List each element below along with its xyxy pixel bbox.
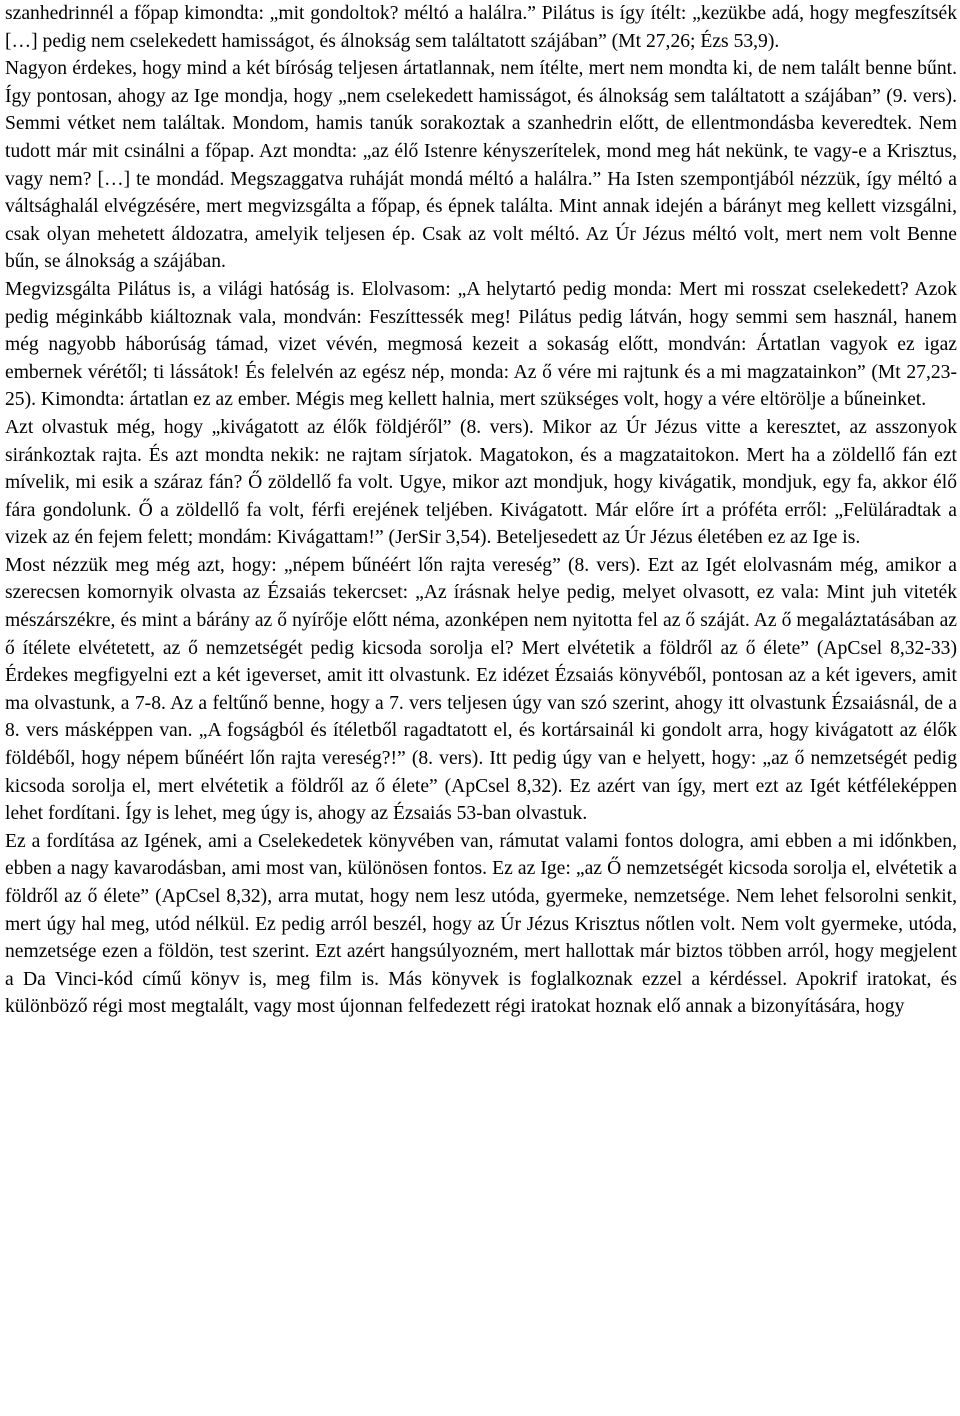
paragraph-3: Megvizsgálta Pilátus is, a világi hatóság is. Elolvasom: „A helytartó pedig monda: Mert mi rosszat cselekedett? Azok pedig méginkább kiáltoznak vala, mondván: Feszíttessék meg! Pilátus pedig látván, hogy semmi sem használ, hanem még nagyobb háborúság támad, vizet vévén, megmosá kezeit a sokaság előtt, mondván: Ártatlan vagyok ez igaz embernek vérétől; ti lássátok! És felelvén az egész nép, monda: Az ő vére mi rajtunk és a mi magzatainkon” (Mt 27,23-25). Kimondta: ártatlan ez az ember. Mégis meg kellett halnia, mert szükséges volt, hogy a vére eltörölje a bűneinket.: [5, 278, 957, 411]
paragraph-2: Nagyon érdekes, hogy mind a két bíróság teljesen ártatlannak, nem ítélte, mert nem mondta ki, de nem talált benne bűnt. Így pontosan, ahogy az Ige mondja, hogy „nem cselekedett hamisságot, és álnokság sem találtatott a szájában” (9. vers). Semmi vétket nem találtak. Mondom, hamis tanúk sorakoztak a szanhedrin előtt, de ellentmondásba keveredtek. Nem tudott már mit csinálni a főpap. Azt mondta: „az élő Istenre kényszerítelek, mond meg hát nekünk, te vagy-e a Krisztus, vagy nem? […] te mondád. Megszaggatva ruháját mondá méltó a halálra.” Ha Isten szempontjából nézzük, így méltó a váltsághalál elvégzésére, mert megvizsgálta a főpap, és épnek találta. Mint annak idején a bárányt meg kellett vizsgálni, csak olyan mehetett áldozatra, amelyik teljesen ép. Csak az volt méltó. Az Úr Jézus méltó volt, mert nem volt Benne bűn, se álnokság a szájában.: [5, 58, 957, 273]
paragraph-4: Azt olvastuk még, hogy „kivágatott az élők földjéről” (8. vers). Mikor az Úr Jézus vitte a keresztet, az asszonyok siránkoztak rajta. És azt mondta nekik: ne rajtam sírjatok. Magatokon, és a magzataitokon. Mert ha a zöldellő fán ezt mívelik, mi esik a száraz fán? Ő zöldellő fa volt. Ugye, mikor azt mondjuk, hogy kivágatik, mondjuk, egy fa, akkor élő fára gondolunk. Ő a zöldellő fa volt, férfi erejének teljében. Kivágatott. Már előre írt a próféta erről: „Felüláradtak a vizek az én fejem felett; mondám: Kivágattam!” (JerSir 3,54). Beteljesedett az Úr Jézus életében ez az Ige is.: [5, 416, 957, 549]
paragraph-6: Ez a fordítása az Igének, ami a Cselekedetek könyvében van, rámutat valami fontos dologra, ami ebben a mi időnkben, ebben a nagy kavarodásban, ami most van, különösen fontos. Ez az Ige: „az Ő nemzetségét kicsoda sorolja el, elvétetik a földről az ő élete” (ApCsel 8,32), arra mutat, hogy nem lesz utóda, gyermeke, nemzetsége. Nem lehet felsorolni senkit, mert úgy hal meg, utód nélkül. Ez pedig arról beszél, hogy az Úr Jézus Krisztus nőtlen volt. Nem volt gyermeke, utóda, nemzetsége ezen a földön, test szerint. Ezt azért hangsúlyozném, mert hallottak már biztos többen arról, hogy megjelent a Da Vinci-kód című könyv is, meg film is. Más könyvek is foglalkoznak ezzel a kérdéssel. Apokrif iratokat, és különböző régi most megtalált, vagy most újonnan felfedezett régi iratokat hoznak elő annak a bizonyítására, hogy: [5, 830, 957, 1018]
paragraph-5: Most nézzük meg még azt, hogy: „népem bűnéért lőn rajta vereség” (8. vers). Ezt az Igét elolvasnám még, amikor a szerecsen komornyik olvasta az Ézsaiás tekercset: „Az írásnak helye pedig, melyet olvasott, ez vala: Mint juh viteték mészárszékre, és mint a bárány az ő nyírője előtt néma, azonképen nem nyitotta fel az ő száját. Az ő megaláztatásában az ő ítélete elvétetett, az ő nemzetségét pedig kicsoda sorolja el? Mert elvétetik a földről az ő élete” (ApCsel 8,32-33) Érdekes megfigyelni ezt a két igeverset, amit itt olvastunk. Ez idézet Ézsaiás könyvéből, pontosan az a két igevers, amit ma olvastunk, a 7-8. Az a feltűnő benne, hogy a 7. vers teljesen úgy van szó szerint, ahogy itt olvastunk Ézsaiásnál, de a 8. vers másképpen van. „A fogságból és ítéletből ragadtatott el, és kortársainál ki gondolt arra, hogy kivágatott az élők földéből, hogy népem bűnéért lőn rajta vereség?!” (8. vers). Itt pedig úgy van e helyett, hogy: „az ő nemzetségét pedig kicsoda sorolja el, mert elvétetik a földről az ő élete” (ApCsel 8,32). Ez azért van így, mert ezt az Igét kétféleképpen lehet fordítani. Így is lehet, meg úgy is, ahogy az Ézsaiás 53-ban olvastuk.: [5, 554, 957, 825]
paragraph-1: szanhedrinnél a főpap kimondta: „mit gondoltok? méltó a halálra.” Pilátus is így ítélt: „kezükbe adá, hogy megfeszítsék […] pedig nem cselekedett hamisságot, és álnokság sem találtatott szájában” (Mt 27,26; Ézs 53,9).: [5, 3, 957, 52]
document-page: [5, 0, 957, 1021]
